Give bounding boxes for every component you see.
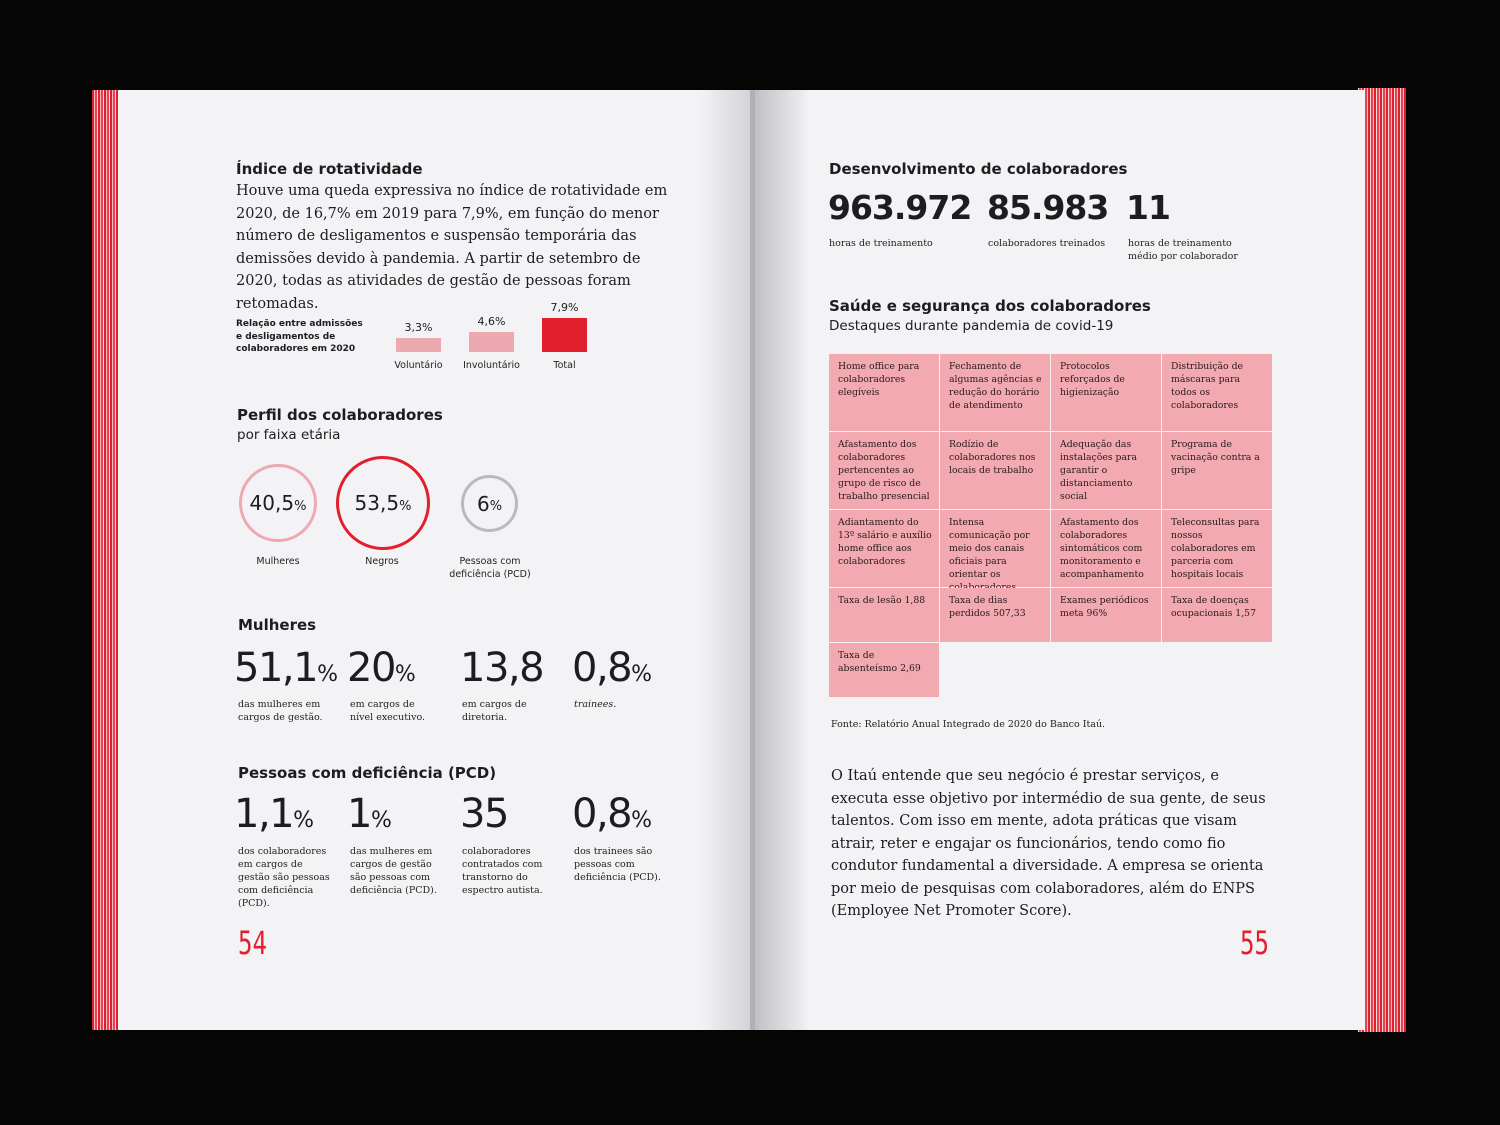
women-stat-1-label: das mulheres em cargos de gestão. [238,699,323,723]
women-stat-3-label: em cargos de diretoria. [462,699,527,723]
turnover-bar-value: 4,6% [477,315,506,329]
health-cell: Fechamento de algumas agências e redução do horário de atendimento [940,354,1050,431]
pcd-stat-1-label: dos colaboradores em cargos de gestão são pessoas com deficiência (PCD). [238,846,330,909]
women-stat-3-value: 13,8 [460,645,544,691]
turnover-title: Índice de rotatividade [236,160,423,178]
black-ring-value: 53,5 [354,491,400,515]
left-page [118,90,750,1030]
health-cell: Taxa de doenças ocupacionais 1,57 [1162,588,1272,642]
health-cell: Adiantamento do 13º salário e auxílio home office aos colaboradores [829,510,939,587]
pcd-title: Pessoas com deficiência (PCD) [238,764,497,782]
health-cell: Distribuição de máscaras para todos os colaboradores [1162,354,1272,431]
turnover-bar-category: Total [553,360,576,371]
health-cell: Programa de vacinação contra a gripe [1162,432,1272,509]
women-stat-4-label: trainees. [574,699,617,710]
right-page-edge [1358,88,1406,1032]
pcd-stat-1-value: 1,1% [234,791,315,837]
black-ring-unit: % [399,498,412,514]
pcd-ring [461,475,518,532]
pcd-stat-2-value: 1% [347,791,392,837]
dev-stat-3-value: 11 [1126,188,1170,227]
dev-stat-3-label: horas de treinamento médio por colaborador [1128,238,1238,262]
dev-stat-2-value: 85.983 [987,188,1109,227]
black-ring-label: Negros [365,556,399,567]
women-stat-4-value: 0,8% [572,645,653,691]
development-title: Desenvolvimento de colaboradores [829,160,1128,178]
profile-subtitle: por faixa etária [237,427,341,443]
health-cell: Afastamento dos colaboradores pertencentes ao grupo de risco de trabalho presencial [829,432,939,509]
health-cell: Adequação das instalações para garantir o distanciamento social [1051,432,1161,509]
health-cell: Teleconsultas para nossos colaboradores em parceria com hospitais locais [1162,510,1272,587]
women-ring-unit: % [294,498,307,514]
pcd-stat-2-label: das mulheres em cargos de gestão são pessoas com deficiência (PCD). [350,846,437,896]
gutter-shadow-left [700,90,755,1030]
pcd-stat-4-label: dos trainees são pessoas com deficiência (PCD). [574,846,661,883]
health-cell: Protocolos reforçados de higienização [1051,354,1161,431]
turnover-bar-chart [388,300,598,375]
pcd-ring-unit: % [489,499,503,514]
women-ring [239,464,317,542]
women-stat-1-value: 51,1% [234,645,338,691]
turnover-chart-label: Relação entre admissões e desligamentos de colaboradores em 2020 [236,319,363,354]
health-grid [829,354,1270,697]
pcd-ring-value: 6 [476,491,490,516]
dev-stat-2-label: colaboradores treinados [988,238,1106,249]
gutter-shadow-right [750,90,810,1030]
women-stat-2-value: 20% [347,645,416,691]
page-number-left: 54 [238,924,267,962]
health-subtitle: Destaques durante pandemia de covid-19 [829,318,1114,334]
women-ring-label: Mulheres [256,556,300,567]
page-number-right: 55 [1240,924,1269,962]
health-cell: Exames periódicos meta 96% [1051,588,1161,642]
dev-stat-1-label: horas de treinamento [829,238,933,249]
dev-stat-1-value: 963.972 [828,188,972,227]
health-source: Fonte: Relatório Anual Integrado de 2020 do Banco Itaú. [831,719,1106,730]
turnover-bar [396,338,441,352]
health-cell: Home office para colaboradores elegíveis [829,354,939,431]
health-cell: Taxa de absenteísmo 2,69 [829,643,939,697]
women-ring-value: 40,5 [249,491,295,515]
profile-title: Perfil dos colaboradores [237,406,443,424]
turnover-bar [469,332,514,352]
health-cell: Afastamento dos colaboradores sintomáticos com monitoramento e acompanhamento [1051,510,1161,587]
health-cell: Taxa de lesão 1,88 [829,588,939,642]
turnover-bar-value: 7,9% [550,301,579,314]
women-title: Mulheres [238,616,317,634]
pcd-ring-label: Pessoas com deficiência (PCD) [449,556,531,580]
turnover-bar-category: Voluntário [394,360,443,371]
turnover-bar-category: Involuntário [463,360,520,371]
closing-paragraph: O Itaú entende que seu negócio é prestar serviços, e executa esse objetivo por intermédio de sua gente, de seus talentos. Com isso em mente, adota práticas que visam atrair, reter e engajar os funcionários, tendo como fio condutor fundamental a diversidade. A empresa se orienta por meio de pesquisas com colaboradores, além do ENPS (Employee Net Promoter Score). [831,768,1266,919]
right-page [750,90,1365,1030]
pcd-stat-4-value: 0,8% [572,791,653,837]
turnover-body: Houve uma queda expressiva no índice de rotatividade em 2020, de 16,7% em 2019 para 7,9%, em função do menor número de desligamentos e suspensão temporária das demissões devido à pandemia. A partir de setembro de 2020, todas as atividades de gestão de pessoas foram retomadas. [236,183,668,312]
black-ring [336,456,430,550]
health-cell: Rodízio de colaboradores nos locais de trabalho [940,432,1050,509]
health-cell: Intensa comunicação por meio dos canais oficiais para orientar os [940,510,1050,587]
health-title: Saúde e segurança dos colaboradores [829,297,1151,315]
women-stat-2-label: em cargos de nível executivo. [350,699,426,723]
pcd-stat-3-value: 35 [460,791,508,837]
turnover-bar-value: 3,3% [404,320,433,334]
pcd-stat-3-label: colaboradores contratados com transtorno do espectro autista. [462,846,543,896]
health-cell: Taxa de dias perdidos 507,33 [940,588,1050,642]
turnover-bar [542,318,587,352]
